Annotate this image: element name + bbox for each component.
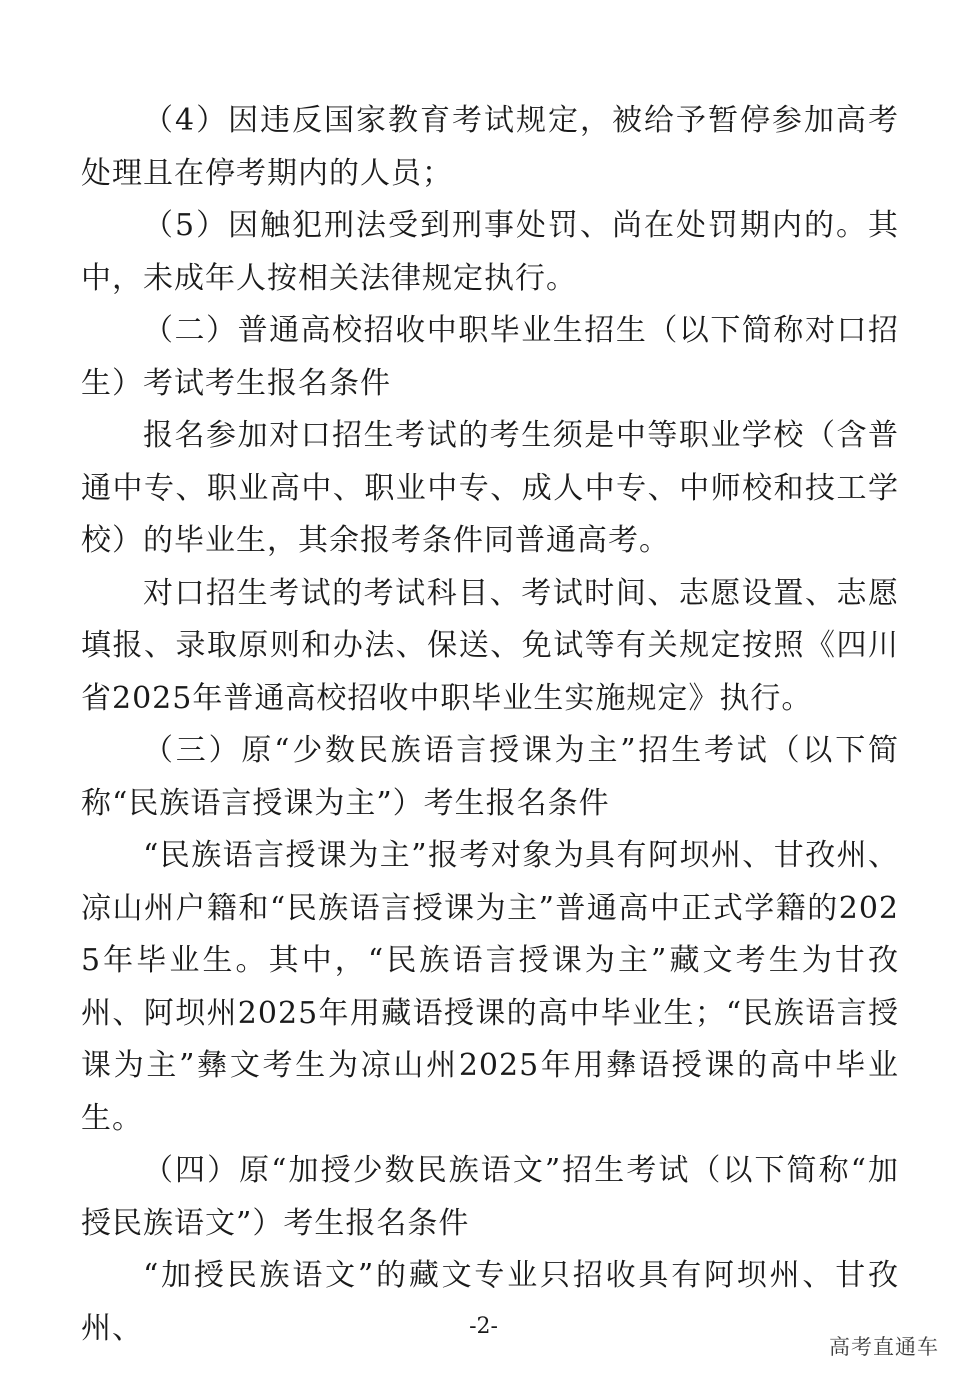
paragraph-ethnic-language-eligibility: “民族语言授课为主”报考对象为具有阿坝州、甘孜州、凉山州户籍和“民族语言授课为主”普通高中正式学籍的2025年毕业生。其中，“民族语言授课为主”藏文考生为甘孜州、阿坝州2025年用藏语授课的高中毕业生；“民族语言授课为主”彝文考生为凉山州2025年用彝语授课的高中毕业生。: [81, 838, 899, 1136]
paragraph-additional-ethnic-eligibility: “加授民族语文”的藏文专业只招收具有阿坝州、甘孜州、: [81, 1258, 899, 1346]
document-body: [81, 95, 899, 1355]
section-heading-ethnic-language: （三）原“少数民族语言授课为主”招生考试（以下简称“民族语言授课为主”）考生报名条件: [81, 733, 899, 821]
section-heading-additional-ethnic: （四）原“加授少数民族语文”招生考试（以下简称“加授民族语文”）考生报名条件: [81, 1153, 899, 1241]
paragraph-item-5: （5）因触犯刑法受到刑事处罚、尚在处罚期内的。其中，未成年人按相关法律规定执行。: [81, 208, 899, 296]
page-number: -2-: [469, 1314, 498, 1339]
paragraph-item-4: （4）因违反国家教育考试规定，被给予暂停参加高考处理且在停考期内的人员；: [81, 103, 899, 191]
section-heading-vocational: （二）普通高校招收中职毕业生招生（以下简称对口招生）考试考生报名条件: [81, 313, 899, 401]
watermark: 高考直通车: [829, 1335, 939, 1359]
paragraph-vocational-eligibility: 报名参加对口招生考试的考生须是中等职业学校（含普通中专、职业高中、职业中专、成人中专、中师校和技工学校）的毕业生，其余报考条件同普通高考。: [81, 418, 899, 558]
paragraph-vocational-rules: 对口招生考试的考试科目、考试时间、志愿设置、志愿填报、录取原则和办法、保送、免试等有关规定按照《四川省2025年普通高校招收中职毕业生实施规定》执行。: [81, 575, 899, 716]
